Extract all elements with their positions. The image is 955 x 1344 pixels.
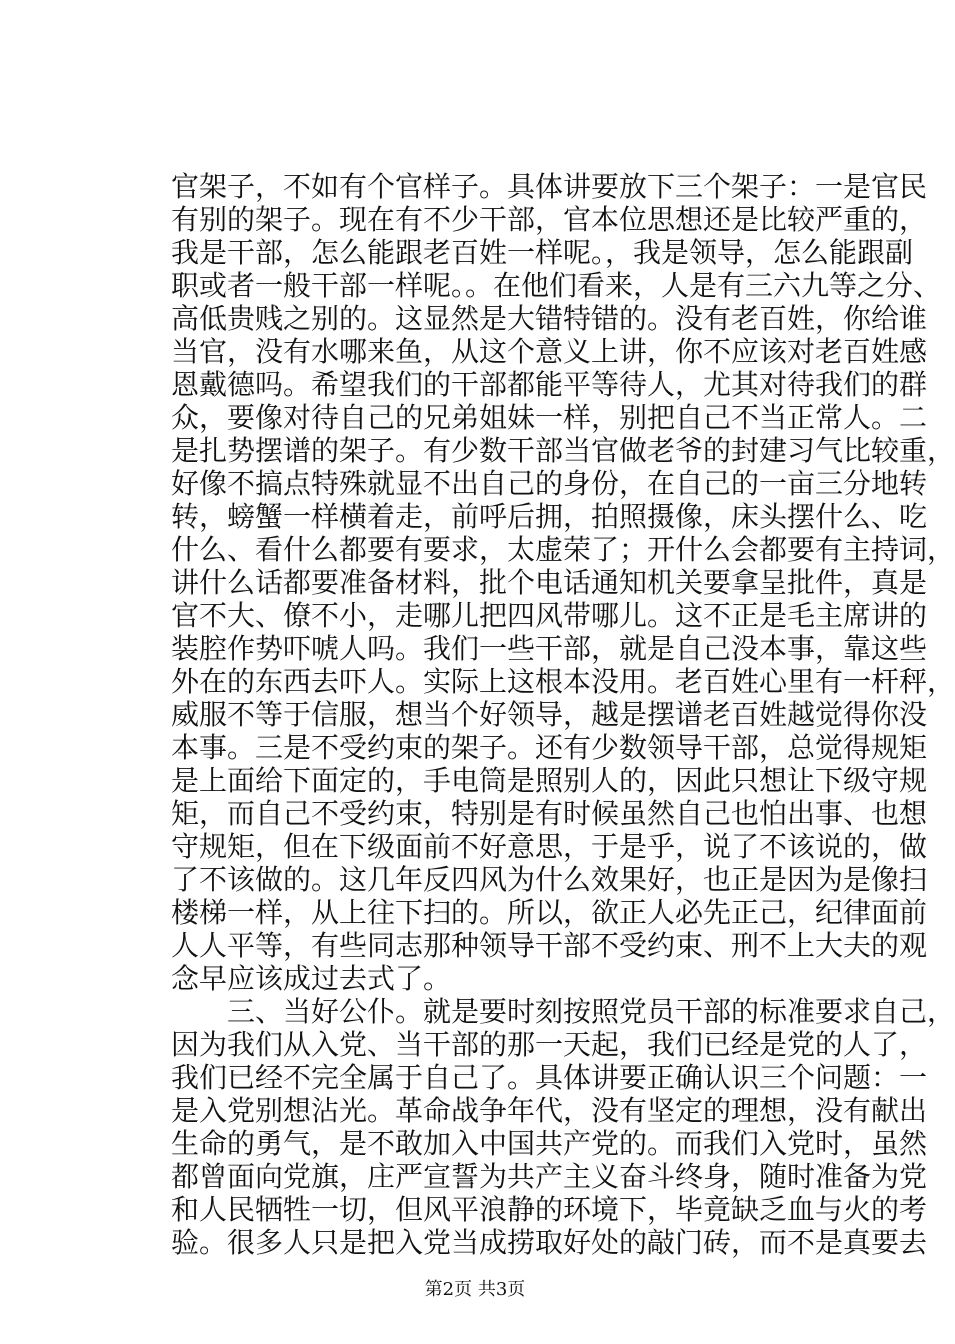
- text-line: 都曾面向党旗，庄严宣誓为共产主义奋斗终身，随时准备为党: [171, 1160, 928, 1193]
- text-line: 有别的架子。现在有不少干部，官本位思想还是比较严重的，: [171, 203, 928, 236]
- text-line: 外在的东西去吓人。实际上这根本没用。老百姓心里有一杆秤，: [171, 665, 955, 698]
- text-line: 人人平等，有些同志那种领导干部不受约束、刑不上大夫的观: [171, 929, 928, 962]
- text-line: 恩戴德吗。希望我们的干部都能平等待人，尤其对待我们的群: [171, 368, 928, 401]
- text-line: 职或者一般干部一样呢。。在他们看来，人是有三六九等之分、: [171, 269, 942, 302]
- text-line: 因为我们从入党、当干部的那一天起，我们已经是党的人了，: [171, 1028, 928, 1061]
- text-line: 我们已经不完全属于自己了。具体讲要正确认识三个问题：一: [171, 1061, 928, 1094]
- text-line: 三、当好公仆。就是要时刻按照党员干部的标准要求自己，: [171, 995, 955, 1028]
- text-line: 装腔作势吓唬人吗。我们一些干部，就是自己没本事，靠这些: [171, 632, 928, 665]
- text-line: 验。很多人只是把入党当成捞取好处的敲门砖，而不是真要去: [171, 1226, 928, 1259]
- text-line: 矩，而自己不受约束，特别是有时候虽然自己也怕出事、也想: [171, 797, 928, 830]
- text-line: 官架子，不如有个官样子。具体讲要放下三个架子：一是官民: [171, 170, 928, 203]
- text-line: 是扎势摆谱的架子。有少数干部当官做老爷的封建习气比较重，: [171, 434, 955, 467]
- text-line: 讲什么话都要准备材料，批个电话通知机关要拿呈批件，真是: [171, 566, 928, 599]
- text-line: 守规矩，但在下级面前不好意思，于是乎，说了不该说的，做: [171, 830, 928, 863]
- text-line: 当官，没有水哪来鱼，从这个意义上讲，你不应该对老百姓感: [171, 335, 928, 368]
- text-line: 我是干部，怎么能跟老百姓一样呢。，我是领导，怎么能跟副: [171, 236, 914, 269]
- text-line: 转，螃蟹一样横着走，前呼后拥，拍照摄像，床头摆什么、吃: [171, 500, 928, 533]
- text-line: 众，要像对待自己的兄弟姐妹一样，别把自己不当正常人。二: [171, 401, 928, 434]
- text-line: 楼梯一样，从上往下扫的。所以，欲正人必先正己，纪律面前: [171, 896, 928, 929]
- text-line: 念早应该成过去式了。: [171, 962, 452, 995]
- text-line: 高低贵贱之别的。这显然是大错特错的。没有老百姓，你给谁: [171, 302, 928, 335]
- text-line: 官不大、僚不小，走哪儿把四风带哪儿。这不正是毛主席讲的: [171, 599, 928, 632]
- page-footer: [0, 1279, 950, 1301]
- text-line: 和人民牺牲一切，但风平浪静的环境下，毕竟缺乏血与火的考: [171, 1193, 928, 1226]
- text-line: 是上面给下面定的，手电筒是照别人的，因此只想让下级守规: [171, 764, 928, 797]
- text-line: 什么、看什么都要有要求，太虚荣了；开什么会都要有主持词，: [171, 533, 955, 566]
- text-line: 威服不等于信服，想当个好领导，越是摆谱老百姓越觉得你没: [171, 698, 928, 731]
- body-text: [171, 170, 955, 1259]
- text-line: 生命的勇气，是不敢加入中国共产党的。而我们入党时，虽然: [171, 1127, 928, 1160]
- text-line: 本事。三是不受约束的架子。还有少数领导干部，总觉得规矩: [171, 731, 928, 764]
- text-line: 了不该做的。这几年反四风为什么效果好，也正是因为是像扫: [171, 863, 928, 896]
- text-line: 是入党别想沾光。革命战争年代，没有坚定的理想，没有献出: [171, 1094, 928, 1127]
- page-number: 第2页 共3页: [424, 1279, 526, 1300]
- text-line: 好像不搞点特殊就显不出自己的身份，在自己的一亩三分地转: [171, 467, 928, 500]
